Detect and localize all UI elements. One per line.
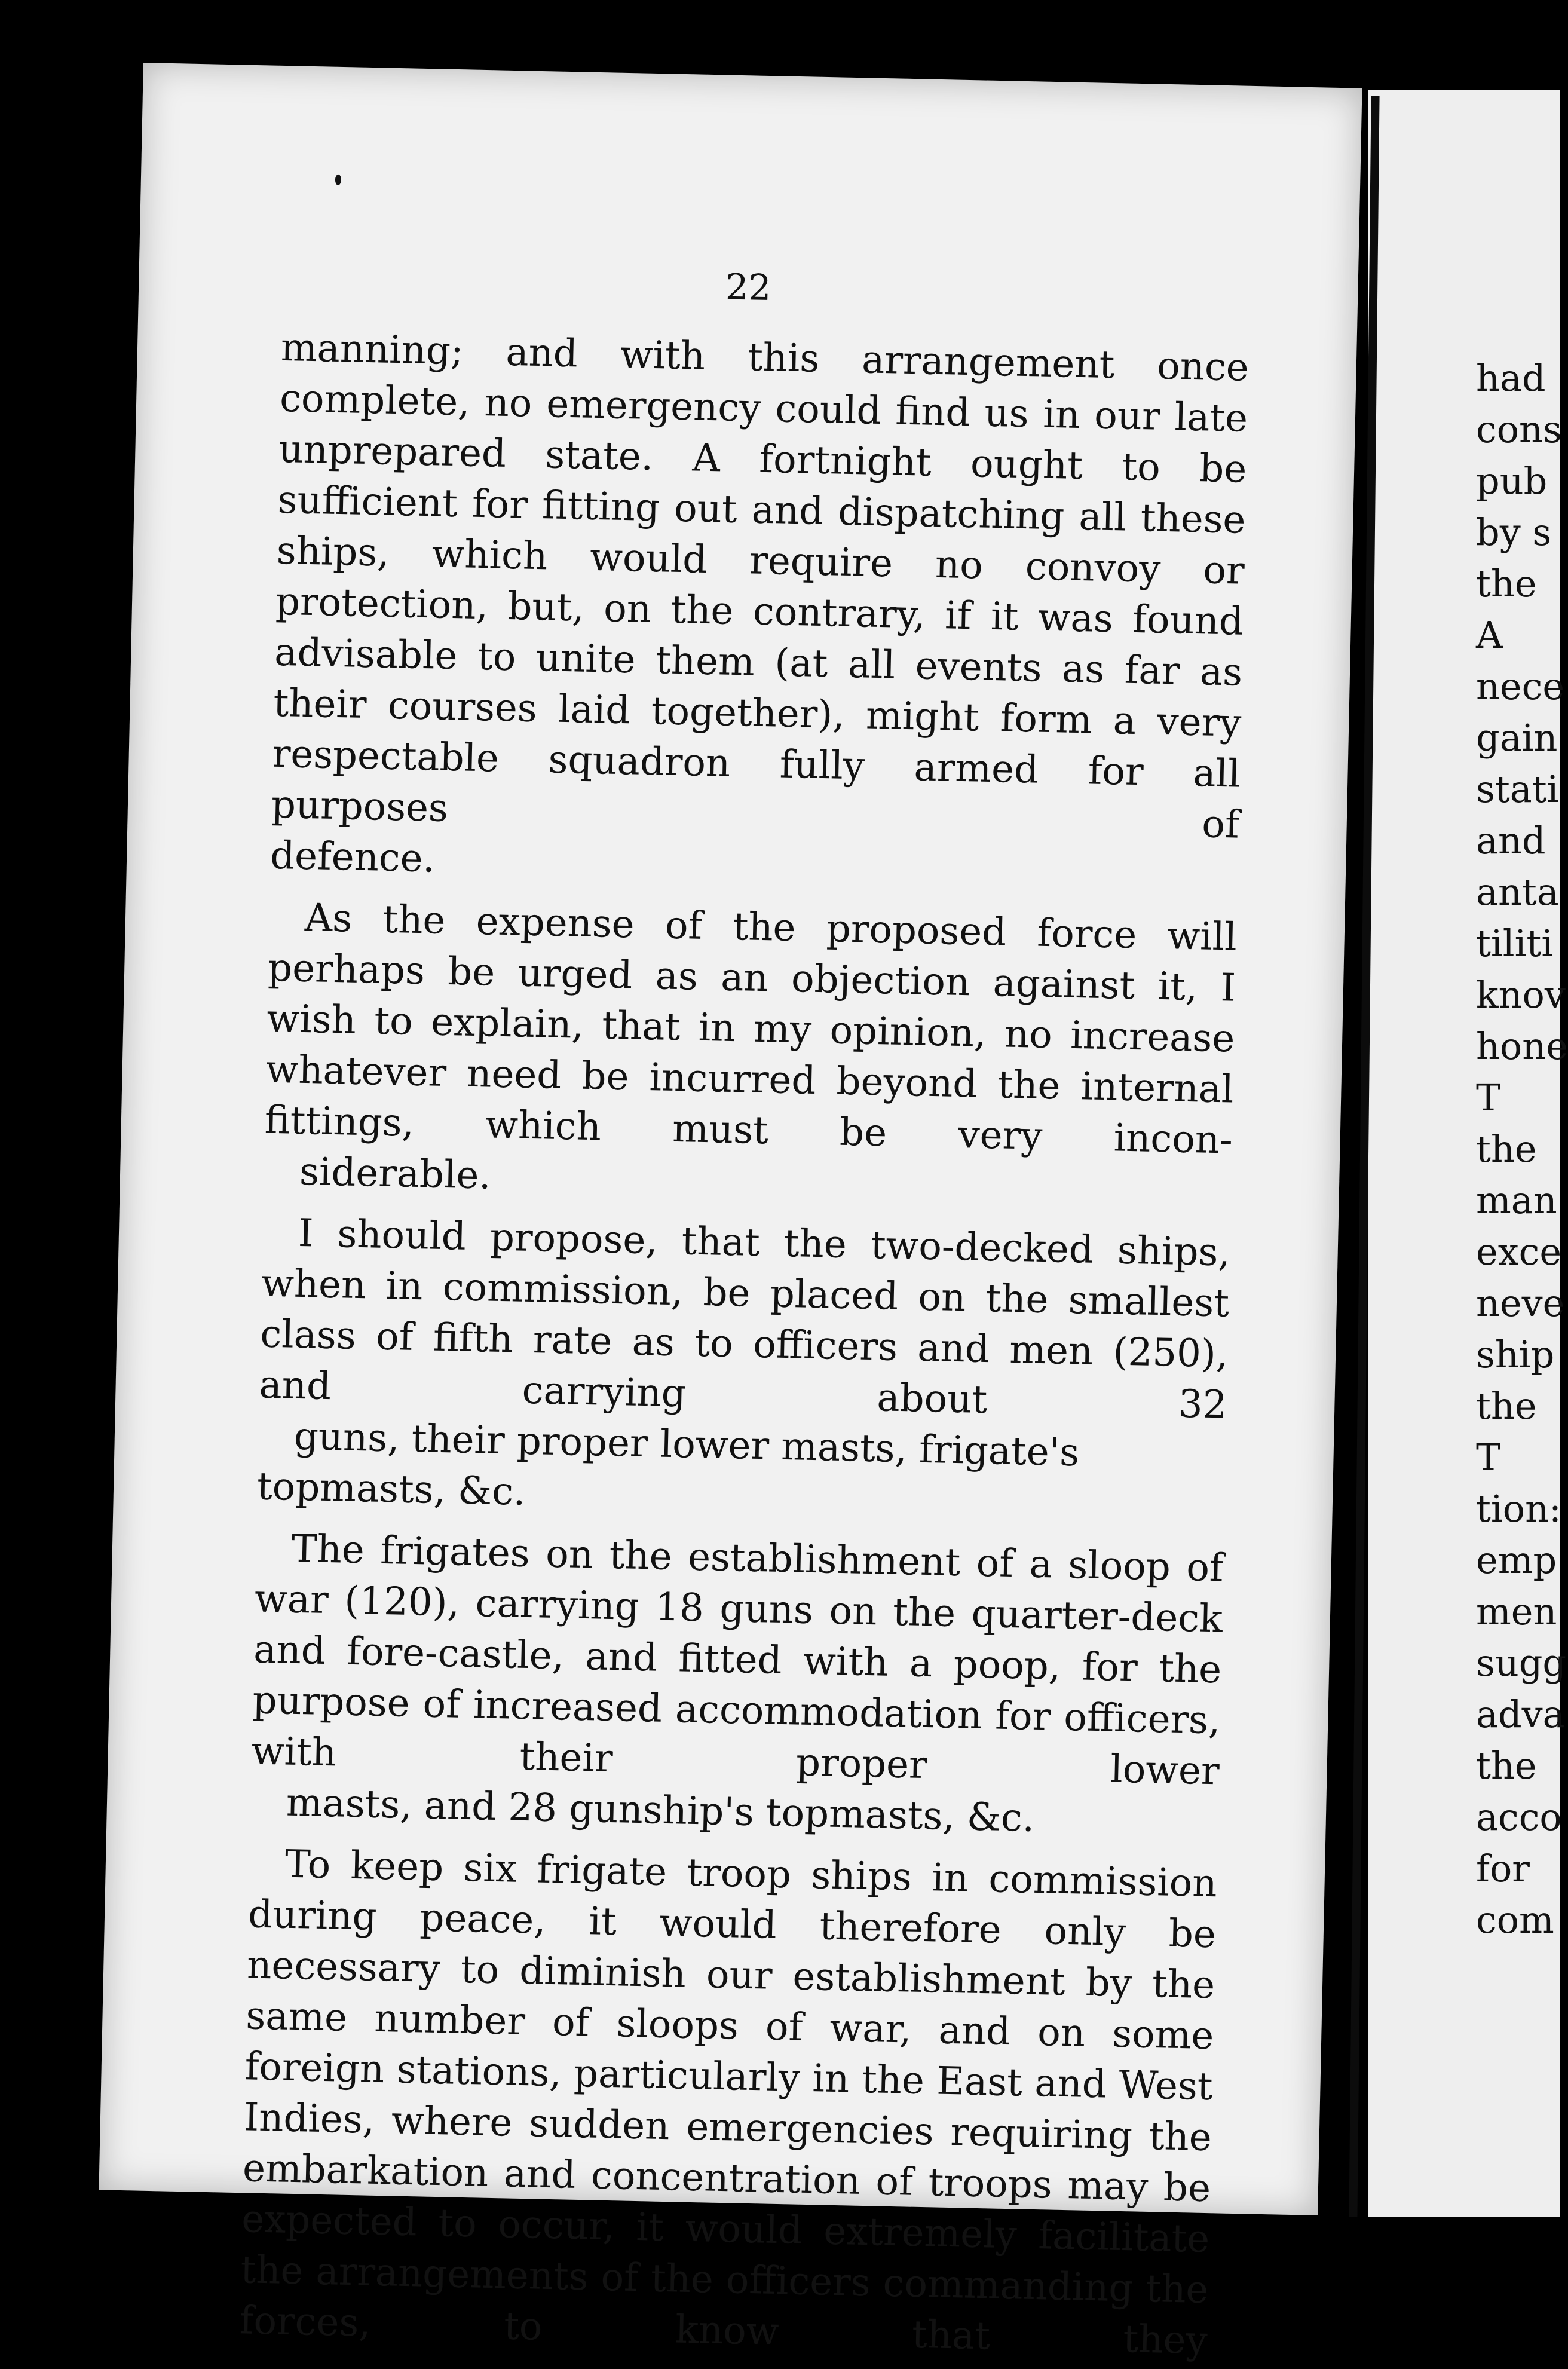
right-page-line-fragment: for: [1476, 1847, 1530, 1890]
right-page-line-fragment: emp: [1476, 1538, 1557, 1582]
paragraph-body: I should propose, that the two-decked ships, when in commission, be placed on the smallest class of fifth rate as to officers and men (250), and carrying about 32: [258, 1211, 1231, 1428]
paragraph-last-line: defence.: [270, 833, 436, 882]
right-page-line-fragment: men: [1476, 1590, 1557, 1633]
right-page-line-fragment: acco: [1476, 1795, 1562, 1839]
right-page-line-fragment: knov: [1476, 973, 1566, 1017]
paragraph-last-line: siderable.: [299, 1149, 492, 1198]
right-page-line-fragment: T: [1476, 1076, 1501, 1119]
right-page-line-fragment: man: [1476, 1179, 1557, 1222]
right-page-line-fragment: tiliti: [1476, 922, 1554, 965]
paragraph-body: To keep six frigate troop ships in commission during peace, it would therefore only be necessary to diminish our establishment by the same number of sloops of war, and on some foreign stations, particularly in the East and West Indies, where sudden emergencies requiring the embarkation and concentration of troops may be expected to occur, it would extremely facilitate the arrangements of the officers commanding the forces, to know that they: [239, 1842, 1218, 2364]
right-page-line-fragment: the: [1476, 1127, 1537, 1171]
left-page: [99, 63, 1362, 2364]
right-page-line-fragment: nece: [1476, 665, 1565, 708]
right-page-line-fragment: the: [1476, 562, 1537, 605]
right-page-line-fragment: hone: [1476, 1024, 1568, 1068]
right-page-line-fragment: exce: [1476, 1230, 1562, 1274]
paragraph: [263, 892, 1237, 1217]
right-page-line-fragment: neve: [1476, 1281, 1565, 1325]
right-page-line-fragment: by s: [1476, 510, 1552, 554]
right-page-line-fragment: T: [1476, 1436, 1501, 1479]
right-page-line-fragment: com: [1476, 1898, 1554, 1942]
right-page-line-fragment: the: [1476, 1384, 1537, 1428]
paragraph: [270, 323, 1249, 902]
right-page-line-fragment: cons: [1476, 408, 1562, 451]
paragraph: [250, 1523, 1224, 1848]
right-page-line-fragment: ship: [1476, 1333, 1555, 1376]
paragraph-body: manning; and with this arrangement once complete, no emergency could find us in our late unprepared state. A fortnight ought to be sufficient for fitting out and dispatching all these ships, which would require no convoy or protection, but, on the contrary, if it was found advisable to unite them (at all events as far as their courses laid together), might form a very respectable squadron fully armed for all purposes of: [271, 325, 1250, 847]
paragraph-last-line: masts, and 28 gunship's topmasts, &c.: [286, 1780, 1035, 1841]
body-text: [239, 323, 1250, 2367]
right-page-line-fragment: pub: [1476, 459, 1548, 503]
paragraph: [239, 1838, 1217, 2367]
ink-speck: [335, 175, 341, 185]
right-page-line-fragment: and: [1476, 819, 1546, 862]
right-page-line-fragment: had: [1476, 356, 1546, 400]
right-page-text-fragments: [1476, 353, 1568, 1946]
paragraph-body: The frigates on the establishment of a sloop of war (120), carrying 18 guns on the quarter-deck and fore-castle, and fitted with a poop, for the purpose of increased accommodation for officers, with their proper lower: [251, 1526, 1224, 1794]
paragraph-last-line: guns, their proper lower masts, frigate's topmasts, &c.: [256, 1414, 1080, 1514]
right-page-line-fragment: adva: [1476, 1692, 1565, 1736]
right-page-line-fragment: A: [1476, 613, 1503, 657]
right-page-line-fragment: sugg: [1476, 1641, 1567, 1685]
right-page-line-fragment: tion:: [1476, 1487, 1561, 1531]
paragraph-body: As the expense of the proposed force will perhaps be urged as an objection against it, I wish to explain, that in my opinion, no increase whatever need be incurred beyond the internal fittings, which must be very incon-: [264, 895, 1238, 1163]
right-page-line-fragment: gain: [1476, 716, 1558, 760]
page-number: 22: [725, 266, 772, 310]
right-page-line-fragment: stati: [1476, 767, 1559, 811]
right-page-line-fragment: the: [1476, 1744, 1537, 1788]
right-page-line-fragment: anta: [1476, 870, 1559, 914]
paragraph: [256, 1208, 1230, 1533]
